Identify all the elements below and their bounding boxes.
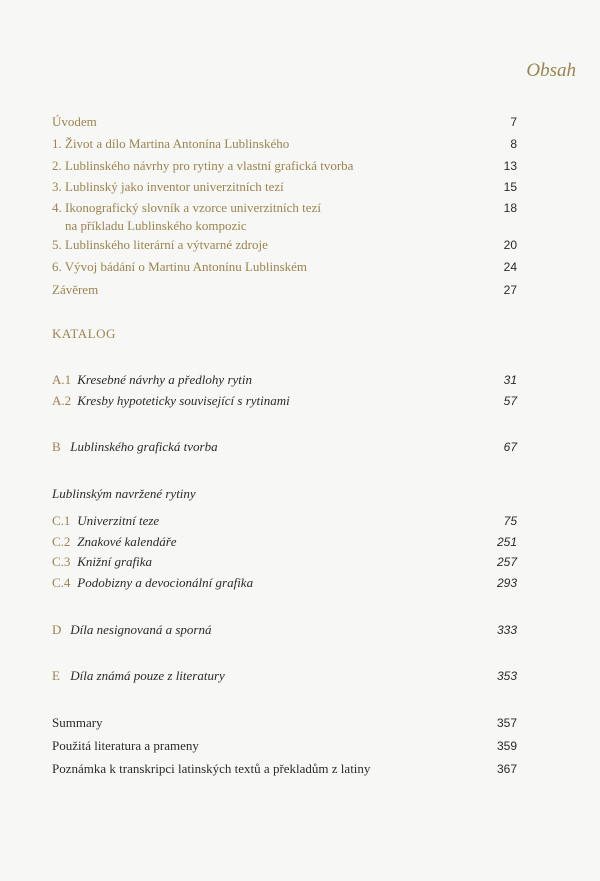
- entry-label: Díla známá pouze z literatury: [70, 668, 225, 683]
- entry-label: Summary: [52, 715, 103, 730]
- entry-label: Díla nesignovaná a sporná: [70, 622, 212, 637]
- entry-label: 5. Lublinského literární a výtvarné zdroje: [52, 237, 268, 252]
- catalog-entry[interactable]: [52, 621, 517, 639]
- entry-code: C.2: [52, 534, 71, 549]
- page-number: 333: [496, 623, 517, 637]
- toc-entry[interactable]: [52, 258, 517, 276]
- entry-label: Úvodem: [52, 114, 97, 129]
- page-number: 75: [503, 514, 517, 528]
- entry-label: Závěrem: [52, 282, 99, 297]
- page-number: 20: [503, 238, 517, 252]
- entry-label: Znakové kalendáře: [77, 534, 177, 549]
- page-number: 15: [503, 180, 517, 194]
- entry-label: Použitá literatura a prameny: [52, 738, 199, 753]
- entry-code: D: [52, 622, 62, 637]
- page-number: 24: [503, 260, 517, 274]
- page-number: 251: [496, 535, 517, 549]
- page-number: 359: [496, 739, 517, 753]
- page-number: 18: [503, 201, 517, 215]
- toc-entry[interactable]: [52, 113, 517, 131]
- entry-label: Knižní grafika: [77, 554, 153, 569]
- entry-label: Kresebné návrhy a předlohy rytin: [77, 372, 252, 387]
- catalog-heading: KATALOG: [52, 326, 116, 341]
- entry-code: C.3: [52, 554, 71, 569]
- entry-label: Lublinského grafická tvorba: [70, 439, 218, 454]
- entry-code: E: [52, 668, 60, 683]
- catalog-entry[interactable]: [52, 392, 517, 410]
- entry-label: Kresby hypoteticky související s rytinami: [77, 393, 290, 408]
- catalog-entry[interactable]: [52, 667, 517, 685]
- entry-label: Podobizny a devocionální grafika: [77, 575, 254, 590]
- toc-entry[interactable]: [52, 199, 517, 235]
- page-title: Obsah: [526, 60, 576, 81]
- entry-label: 2. Lublinského návrhy pro rytiny a vlastní grafická tvorba: [52, 158, 354, 173]
- toc-entry[interactable]: [52, 714, 517, 732]
- toc-entry[interactable]: [52, 281, 517, 299]
- entry-code: A.1: [52, 372, 72, 387]
- page-number: 353: [496, 669, 517, 683]
- toc-entry[interactable]: [52, 178, 517, 196]
- catalog-entry[interactable]: [52, 371, 517, 389]
- toc-entry[interactable]: [52, 135, 517, 153]
- entry-code: C.1: [52, 513, 71, 528]
- page-number: 67: [503, 440, 517, 454]
- entry-label: 1. Život a dílo Martina Antonína Lublinského: [52, 136, 290, 151]
- entry-code: A.2: [52, 393, 72, 408]
- toc-entry[interactable]: [52, 157, 517, 175]
- page-number: 57: [503, 394, 517, 408]
- entry-code: C.4: [52, 575, 71, 590]
- entry-label: [52, 199, 487, 235]
- entry-label-line1: 4. Ikonografický slovník a vzorce univerzitních tezí: [52, 200, 321, 215]
- page-number: 13: [503, 159, 517, 173]
- catalog-entry[interactable]: [52, 438, 517, 456]
- toc-entry[interactable]: [52, 760, 517, 778]
- page-number: 367: [496, 762, 517, 776]
- entry-label: Poznámka k transkripci latinských textů a překladům z latiny: [52, 761, 371, 776]
- page-number: 31: [503, 373, 517, 387]
- subheading: [52, 485, 517, 503]
- catalog-entry[interactable]: [52, 512, 517, 530]
- toc-entry[interactable]: [52, 236, 517, 254]
- page-number: 293: [496, 576, 517, 590]
- entry-label-line2: na příkladu Lublinského kompozic: [65, 218, 247, 233]
- entry-label: Univerzitní teze: [77, 513, 160, 528]
- entry-label: 6. Vývoj bádání o Martinu Antonínu Lublinském: [52, 259, 308, 274]
- page-number: 357: [496, 716, 517, 730]
- page-number: 8: [510, 137, 517, 151]
- entry-label: 3. Lublinský jako inventor univerzitních tezí: [52, 179, 284, 194]
- catalog-entry[interactable]: [52, 533, 517, 551]
- toc-entry[interactable]: [52, 737, 517, 755]
- page-number: 257: [496, 555, 517, 569]
- subheading-label: Lublinským navržené rytiny: [52, 486, 196, 501]
- page-number: 7: [510, 115, 517, 129]
- page-number: 27: [503, 283, 517, 297]
- catalog-entry[interactable]: [52, 553, 517, 571]
- catalog-entry[interactable]: [52, 574, 517, 592]
- entry-code: B: [52, 439, 61, 454]
